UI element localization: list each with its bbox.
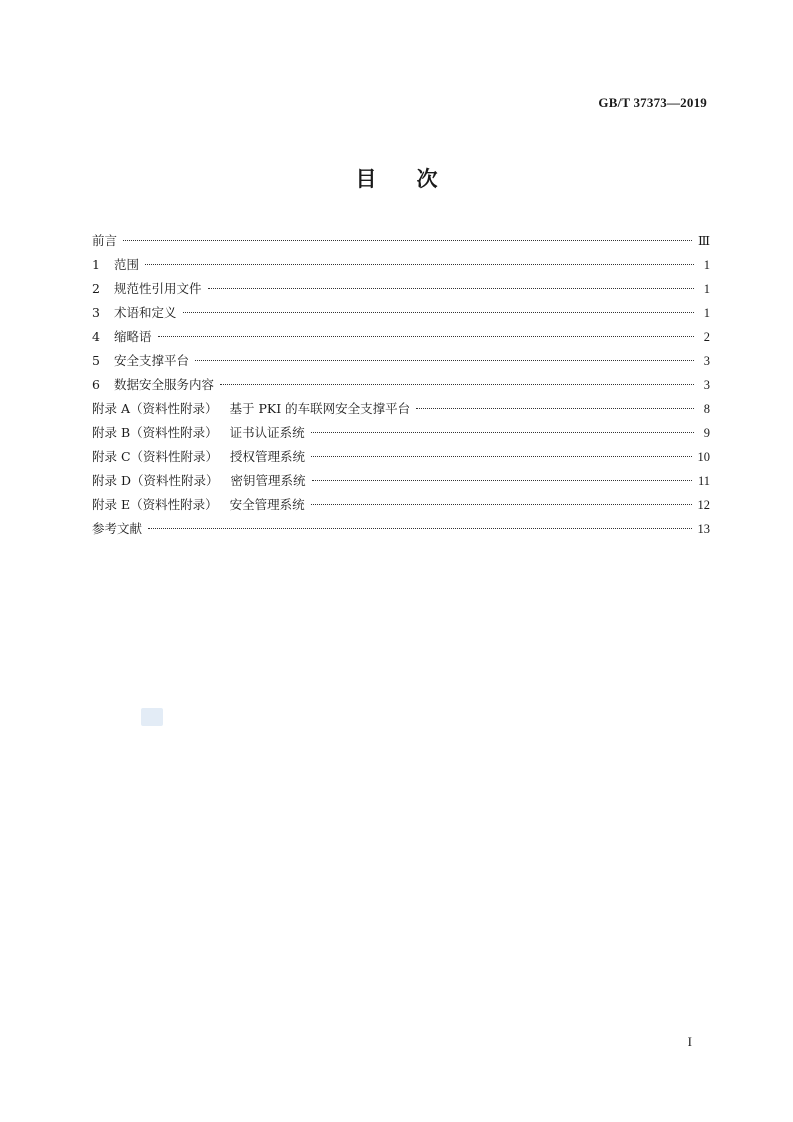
toc-entry-annex-d[interactable] bbox=[92, 469, 710, 493]
dot-leader bbox=[145, 264, 694, 265]
page-title-char-2: 次 bbox=[416, 167, 438, 191]
toc-entry-number: 6 bbox=[92, 377, 100, 392]
toc-entry-page: 3 bbox=[703, 354, 710, 368]
toc-entry-number: 4 bbox=[92, 329, 100, 344]
toc-entry-security-platform[interactable] bbox=[92, 349, 710, 373]
toc-entry-page: 1 bbox=[703, 258, 710, 272]
toc-entry-scope[interactable] bbox=[92, 253, 710, 277]
dot-leader bbox=[158, 336, 694, 337]
dot-leader bbox=[183, 312, 694, 313]
toc-entry-page: 3 bbox=[703, 378, 710, 392]
toc-entry-annex-e[interactable] bbox=[92, 493, 710, 517]
toc-entry-page: 9 bbox=[703, 426, 710, 440]
dot-leader bbox=[208, 288, 694, 289]
standard-number: GB/T 37373—2019 bbox=[598, 95, 707, 110]
toc-entry-page: 8 bbox=[703, 402, 710, 416]
dot-leader bbox=[148, 528, 691, 529]
toc-annex-prefix: 附录 A（资料性附录） bbox=[92, 401, 218, 416]
table-of-contents bbox=[92, 229, 710, 541]
toc-entry-title: 数据安全服务内容 bbox=[114, 377, 215, 392]
toc-entry-title: 基于 PKI 的车联网安全支撑平台 bbox=[229, 401, 411, 416]
toc-entry-abbreviations[interactable] bbox=[92, 325, 710, 349]
toc-entry-page: 1 bbox=[703, 282, 710, 296]
toc-entry-annex-a[interactable] bbox=[92, 397, 710, 421]
toc-entry-title: 前言 bbox=[92, 233, 118, 248]
dot-leader bbox=[311, 504, 692, 505]
toc-entry-data-security-services[interactable] bbox=[92, 373, 710, 397]
toc-entry-foreword[interactable] bbox=[92, 229, 710, 253]
toc-entry-title: 安全管理系统 bbox=[229, 497, 305, 512]
toc-entry-title: 授权管理系统 bbox=[230, 449, 306, 464]
toc-entry-annex-c[interactable] bbox=[92, 445, 710, 469]
dot-leader bbox=[220, 384, 694, 385]
toc-entry-number: 3 bbox=[92, 305, 100, 320]
toc-annex-prefix: 附录 E（资料性附录） bbox=[92, 497, 218, 512]
toc-entry-page: 10 bbox=[697, 450, 710, 464]
toc-entry-title: 术语和定义 bbox=[114, 305, 177, 320]
dot-leader bbox=[195, 360, 694, 361]
toc-annex-prefix: 附录 C（资料性附录） bbox=[92, 449, 219, 464]
toc-entry-title: 缩略语 bbox=[114, 329, 152, 344]
toc-entry-number: 2 bbox=[92, 281, 100, 296]
toc-annex-prefix: 附录 D（资料性附录） bbox=[92, 473, 219, 488]
toc-entry-number: 1 bbox=[92, 257, 100, 272]
toc-entry-title: 规范性引用文件 bbox=[114, 281, 202, 296]
toc-entry-page: Ⅲ bbox=[697, 234, 710, 248]
toc-entry-page: 13 bbox=[697, 522, 710, 536]
sac-logo-icon bbox=[141, 708, 163, 726]
toc-entry-page: 1 bbox=[703, 306, 710, 320]
dot-leader bbox=[416, 408, 694, 409]
toc-entry-bibliography[interactable] bbox=[92, 517, 710, 541]
toc-entry-page: 12 bbox=[697, 498, 710, 512]
toc-entry-terms-definitions[interactable] bbox=[92, 301, 710, 325]
toc-entry-title: 范围 bbox=[114, 257, 140, 272]
dot-leader bbox=[311, 456, 691, 457]
page-number: I bbox=[687, 1034, 692, 1049]
dot-leader bbox=[312, 480, 692, 481]
toc-entry-title: 安全支撑平台 bbox=[114, 353, 190, 368]
toc-entry-number: 5 bbox=[92, 353, 100, 368]
toc-entry-page: 11 bbox=[697, 474, 710, 488]
page-title-char-1: 目 bbox=[355, 167, 377, 191]
toc-entry-normative-references[interactable] bbox=[92, 277, 710, 301]
page-title bbox=[0, 163, 793, 193]
toc-entry-annex-b[interactable] bbox=[92, 421, 710, 445]
toc-entry-title: 证书认证系统 bbox=[229, 425, 305, 440]
toc-entry-title: 密钥管理系统 bbox=[230, 473, 306, 488]
dot-leader bbox=[123, 240, 692, 241]
dot-leader bbox=[311, 432, 694, 433]
toc-entry-page: 2 bbox=[703, 330, 710, 344]
toc-annex-prefix: 附录 B（资料性附录） bbox=[92, 425, 218, 440]
toc-entry-title: 参考文献 bbox=[92, 521, 143, 536]
